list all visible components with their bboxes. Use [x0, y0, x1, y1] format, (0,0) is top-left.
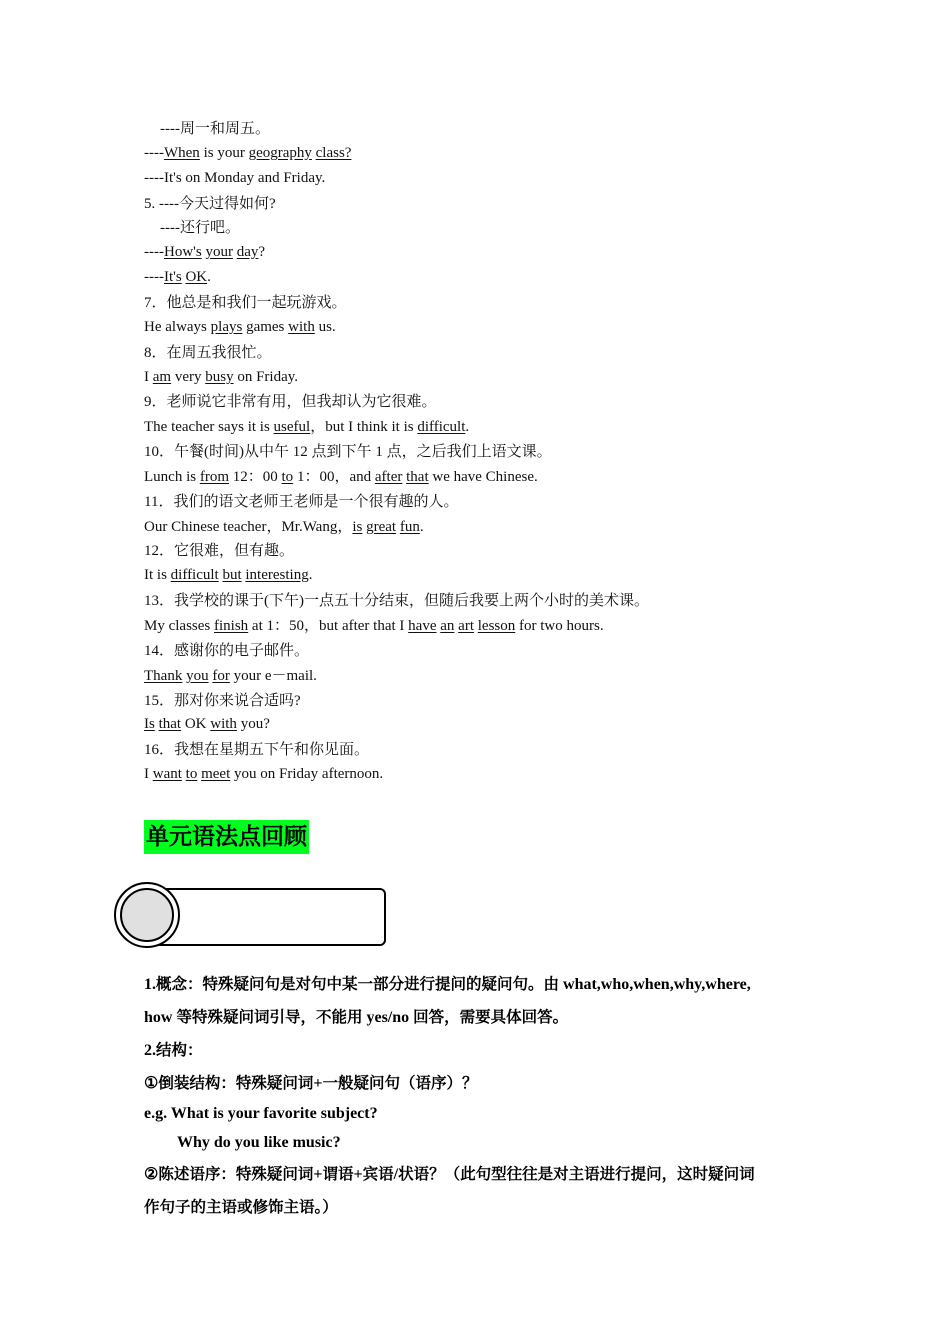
banner-circle-icon	[114, 882, 180, 948]
line-text: ----	[144, 244, 164, 260]
line-text: I	[144, 369, 153, 385]
answer-blank: meet	[201, 766, 231, 782]
line-text: 5. ----今天过得如何?	[144, 194, 276, 212]
exercise-line	[144, 764, 383, 784]
answer-blank: OK	[185, 269, 208, 285]
answer-blank: is	[352, 519, 363, 535]
exercise-line	[144, 540, 294, 561]
answer-blank: useful	[273, 419, 311, 435]
line-text: for two hours.	[515, 618, 604, 634]
answer-blank: after	[374, 469, 403, 485]
line-text: ?	[258, 244, 266, 260]
line-text: Our Chinese teacher，Mr.Wang，	[144, 517, 353, 535]
line-text: us.	[314, 319, 336, 335]
line-text: ----	[144, 145, 164, 161]
section-heading: 单元语法点回顾	[144, 820, 309, 854]
exercise-line	[160, 217, 240, 238]
answer-blank: an	[440, 618, 455, 634]
answer-blank: difficult	[170, 567, 219, 583]
answer-blank: that	[406, 469, 429, 485]
line-text: The teacher says it is	[144, 419, 274, 435]
exercise-line	[144, 615, 604, 636]
line-text: 16．我想在星期五下午和你见面。	[144, 740, 370, 758]
line-text: ----周一和周五。	[160, 119, 270, 137]
answer-blank: to	[281, 469, 294, 485]
line-text: on Friday.	[233, 369, 299, 385]
line-text: .	[308, 567, 313, 583]
exercise-line	[144, 441, 552, 462]
grammar-line: how 等特殊疑问词引导，不能用 yes/no 回答，需要具体回答。	[144, 1008, 569, 1026]
answer-blank: When	[163, 145, 200, 161]
line-text: is your	[199, 145, 249, 161]
line-text: .	[419, 519, 424, 535]
answer-blank: want	[152, 766, 182, 782]
line-text: 10．午餐(时间)从中午 12 点到下午 1 点，之后我们上语文课。	[144, 442, 552, 460]
grammar-line: Why do you like music?	[177, 1134, 341, 1151]
exercise-line	[144, 317, 336, 337]
banner-circle-inner	[120, 888, 174, 942]
answer-blank: that	[158, 716, 182, 732]
answer-blank: lesson	[477, 618, 516, 634]
answer-blank: great	[366, 519, 397, 535]
answer-blank: It's	[163, 269, 182, 285]
answer-blank: busy	[205, 369, 234, 385]
line-text: 9．老师说它非常有用，但我却认为它很难。	[144, 392, 437, 410]
line-text: your e－mail.	[229, 666, 317, 684]
line-text: you?	[236, 716, 270, 732]
answer-blank: fun	[399, 519, 420, 535]
exercise-line	[144, 267, 211, 287]
answer-blank: but	[222, 567, 242, 583]
exercise-line	[144, 739, 369, 760]
line-text: 1：00，and	[293, 467, 375, 485]
line-text: ，but I think it is	[310, 417, 418, 435]
grammar-line: 作句子的主语或修饰主语。）	[144, 1198, 338, 1216]
exercise-line	[144, 193, 276, 214]
line-text: Lunch is	[144, 469, 200, 485]
line-text: He always	[144, 319, 211, 335]
exercise-line	[144, 714, 270, 734]
answer-blank: Is	[144, 716, 155, 732]
line-text: 12：00	[229, 467, 282, 485]
answer-blank: from	[199, 469, 229, 485]
answer-blank: day	[236, 244, 259, 260]
grammar-line: 1.概念：特殊疑问句是对句中某一部分进行提问的疑问句。由 what,who,when,why,where,	[144, 975, 751, 993]
answer-blank: you	[186, 668, 209, 684]
exercise-line	[144, 466, 538, 487]
answer-blank: Thank	[144, 668, 183, 684]
exercise-line	[144, 242, 265, 262]
exercise-line	[144, 342, 272, 363]
line-text: 7．他总是和我们一起玩游戏。	[144, 293, 347, 311]
answer-blank: finish	[214, 618, 249, 634]
line-text: .	[207, 269, 211, 285]
exercise-line	[144, 690, 301, 711]
answer-blank: geography	[248, 145, 312, 161]
exercise-line	[144, 590, 649, 611]
line-text: we have Chinese.	[428, 469, 538, 485]
line-text: 15．那对你来说合适吗?	[144, 691, 301, 709]
exercise-line	[144, 565, 312, 585]
exercise-line	[144, 665, 317, 686]
line-text: 8．在周五我很忙。	[144, 343, 272, 361]
decorative-banner	[114, 882, 386, 948]
line-text: 11．我们的语文老师王老师是一个很有趣的人。	[144, 492, 459, 510]
line-text: 14．感谢你的电子邮件。	[144, 641, 310, 659]
line-text: I	[144, 766, 153, 782]
line-text: .	[465, 419, 470, 435]
exercise-line	[144, 640, 309, 661]
line-text: It is	[144, 567, 171, 583]
line-text: 12．它很难，但有趣。	[144, 541, 295, 559]
line-text: OK	[181, 716, 211, 732]
answer-blank: How's	[163, 244, 202, 260]
exercise-line	[144, 516, 424, 537]
grammar-line: e.g. What is your favorite subject?	[144, 1105, 378, 1122]
answer-blank: with	[288, 319, 315, 335]
answer-blank: plays	[210, 319, 243, 335]
exercise-line	[144, 292, 347, 313]
exercise-line	[144, 416, 469, 437]
grammar-line: ②陈述语序：特殊疑问词+谓语+宾语/状语？（此句型往往是对主语进行提问，这时疑问词	[144, 1165, 755, 1183]
line-text: 13．我学校的课于(下午)一点五十分结束，但随后我要上两个小时的美术课。	[144, 591, 650, 609]
exercise-line	[144, 391, 437, 412]
answer-blank: difficult	[417, 419, 466, 435]
answer-blank: class?	[315, 145, 352, 161]
answer-blank: for	[212, 668, 230, 684]
exercise-line	[144, 168, 325, 188]
line-text: games	[242, 319, 289, 335]
exercise-line	[144, 491, 458, 512]
grammar-line: 2.结构：	[144, 1041, 203, 1059]
answer-blank: have	[408, 618, 437, 634]
line-text: ----还行吧。	[160, 218, 240, 236]
answer-blank: art	[458, 618, 474, 634]
answer-blank: to	[185, 766, 198, 782]
line-text: very	[171, 369, 206, 385]
line-text: My classes	[144, 618, 214, 634]
line-text: at 1：50，but after that I	[248, 616, 409, 634]
exercise-line	[144, 143, 351, 163]
line-text: ----It's on Monday and Friday.	[144, 170, 326, 186]
answer-blank: am	[152, 369, 172, 385]
grammar-line: ①倒装结构：特殊疑问词+一般疑问句（语序）？	[144, 1074, 478, 1092]
answer-blank: interesting	[245, 567, 309, 583]
answer-blank: with	[210, 716, 237, 732]
exercise-line	[144, 367, 298, 387]
answer-blank: your	[205, 244, 233, 260]
line-text: you on Friday afternoon.	[230, 766, 384, 782]
line-text: ----	[144, 269, 164, 285]
exercise-line	[160, 118, 270, 139]
